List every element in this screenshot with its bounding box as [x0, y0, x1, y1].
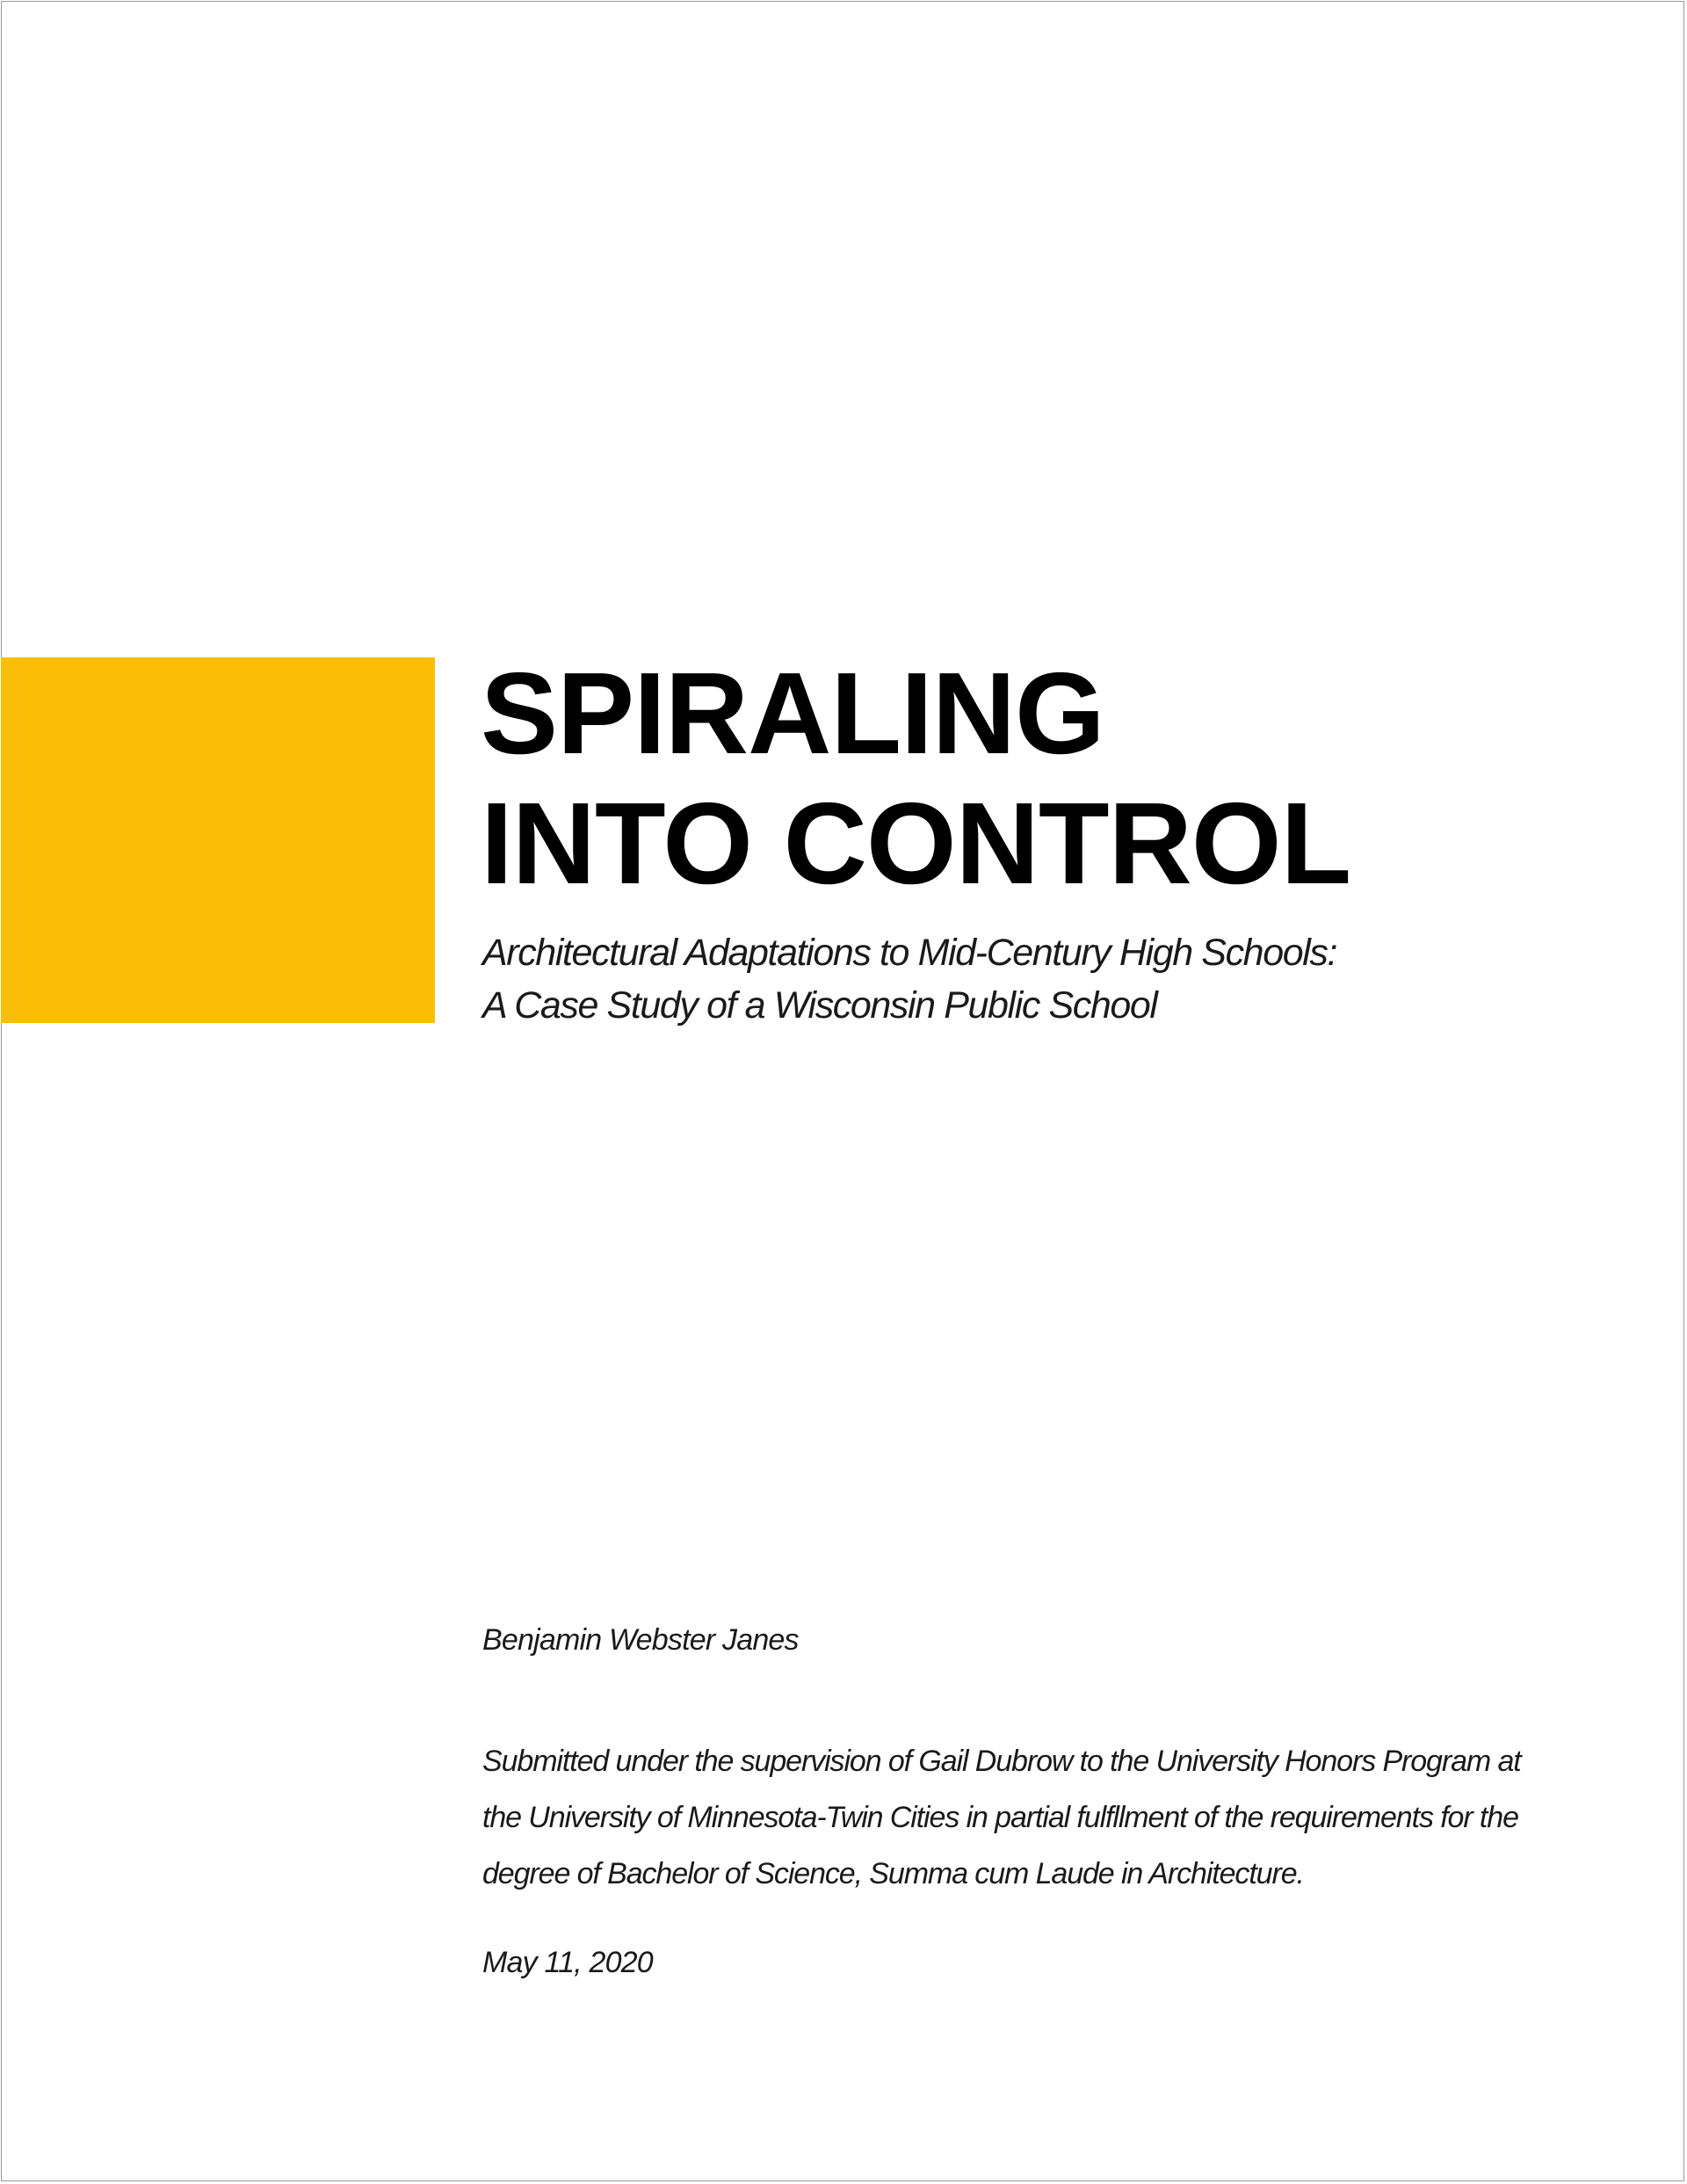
statement-line-2: the University of Minnesota-Twin Cities in partial fulfllment of the requirements for the	[482, 1801, 1518, 1834]
title-line-2: INTO CONTROL	[481, 779, 1351, 908]
statement-line-1: Submitted under the supervision of Gail Dubrow to the University Honors Program at	[482, 1745, 1521, 1778]
submission-date: May 11, 2020	[482, 1946, 653, 1979]
author-name: Benjamin Webster Janes	[482, 1623, 799, 1657]
document-subtitle	[482, 926, 1336, 1032]
title-line-1: SPIRALING	[481, 649, 1104, 778]
subtitle-line-1: Architectural Adaptations to Mid-Century High Schools:	[482, 932, 1337, 974]
subtitle-line-2: A Case Study of a Wisconsin Public School	[482, 984, 1157, 1027]
statement-line-3: degree of Bachelor of Science, Summa cum Laude in Architecture.	[482, 1857, 1304, 1890]
submission-statement	[482, 1733, 1521, 1902]
document-title	[481, 649, 1350, 909]
accent-color-block	[1, 657, 435, 1023]
